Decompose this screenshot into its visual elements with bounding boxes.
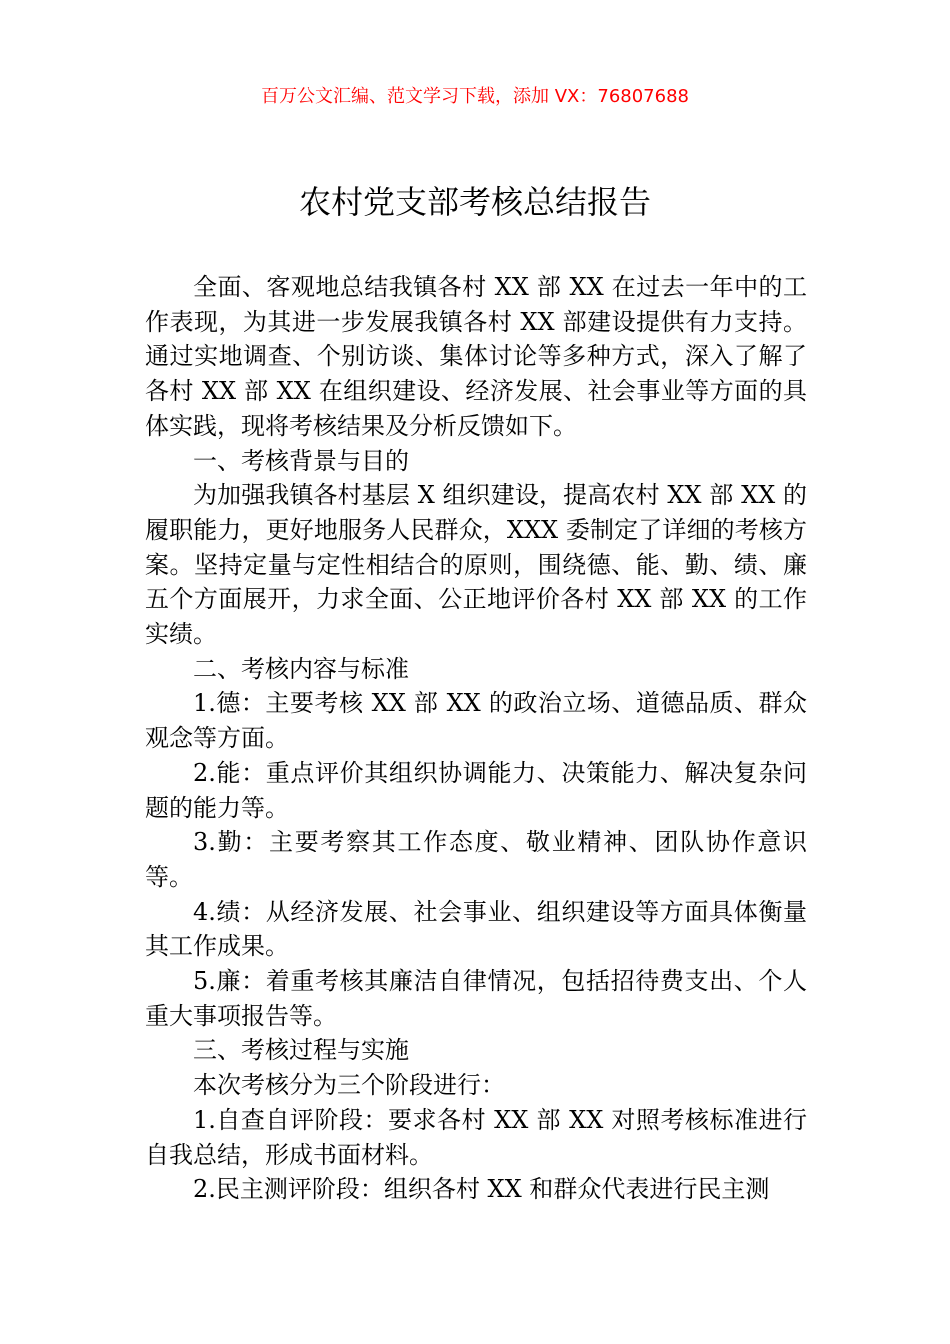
document-title: 农村党支部考核总结报告 (298, 183, 651, 221)
criterion-morality: 1.德：主要考核 XX 部 XX 的政治立场、道德品质、群众观念等方面。 (145, 689, 807, 753)
process-stage-democratic-evaluation: 2.民主测评阶段：组织各村 XX 和群众代表进行民主测 (193, 1175, 770, 1204)
criterion-diligence: 3.勤：主要考察其工作态度、敬业精神、团队协作意识等。 (145, 828, 807, 891)
criterion-ability: 2.能：重点评价其组织协调能力、决策能力、解决复杂问题的能力等。 (145, 758, 807, 822)
section-heading-content: 二、考核内容与标准 (193, 654, 409, 683)
criterion-integrity: 5.廉：着重考核其廉洁自律情况，包括招待费支出、个人重大事项报告等。 (145, 967, 807, 1030)
section-heading-process: 三、考核过程与实施 (193, 1036, 409, 1065)
section-heading-background: 一、考核背景与目的 (193, 446, 409, 475)
intro-paragraph: 全面、客观地总结我镇各村 XX 部 XX 在过去一年中的工作表现，为其进一步发展我镇各村 XX 部建设提供有力支持。通过实地调查、个别访谈、集体讨论等多种方式，深入了解了各村 XX 部 XX 在组织建设、经济发展、社会事业等方面的具体实践，现将考核结果及分析反馈如下。 (145, 273, 807, 440)
document-body (145, 270, 807, 1207)
criterion-performance: 4.绩：从经济发展、社会事业、组织建设等方面具体衡量其工作成果。 (145, 897, 807, 961)
process-stage-self-evaluation: 1.自查自评阶段：要求各村 XX 部 XX 对照考核标准进行自我总结，形成书面材料。 (145, 1105, 807, 1169)
download-notice: 百万公文汇编、范文学习下载，添加 VX：76807688 (261, 86, 689, 107)
process-intro: 本次考核分为三个阶段进行： (193, 1071, 505, 1100)
background-paragraph: 为加强我镇各村基层 X 组织建设，提高农村 XX 部 XX 的履职能力，更好地服务人民群众，XXX 委制定了详细的考核方案。坚持定量与定性相结合的原则，围绕德、能、勤、绩、廉五个方面展开，力求全面、公正地评价各村 XX 部 XX 的工作实绩。 (145, 481, 807, 649)
